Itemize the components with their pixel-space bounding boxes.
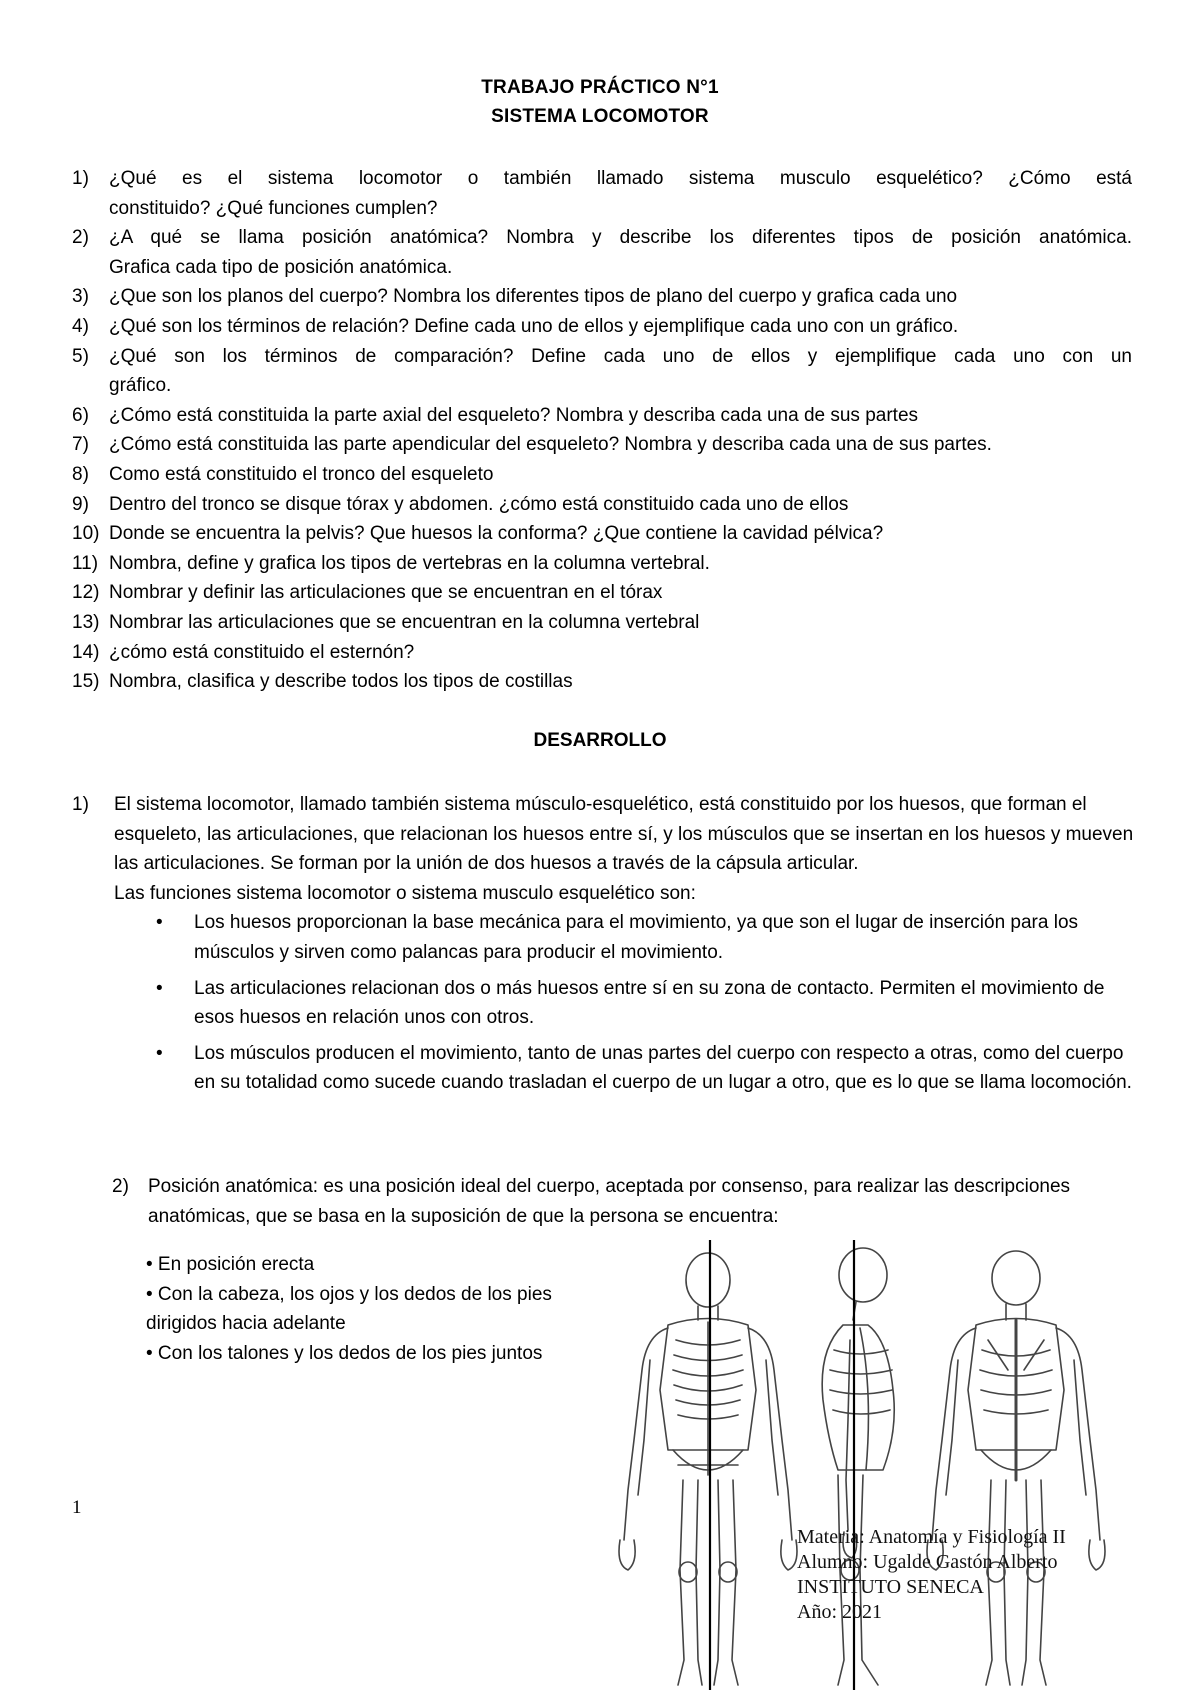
question-text: ¿cómo está constituido el esternón?	[109, 641, 415, 663]
bullet-text: Los músculos producen el movimiento, tanto de unas partes del cuerpo con respecto a otras, como del cuerpo en su totalidad como sucede cuando trasladan el cuerpo de un lugar a otro, que es lo que se llama locomoción.	[194, 1042, 1132, 1094]
question-item	[72, 401, 1132, 431]
student-info-stamp	[797, 1525, 1157, 1625]
question-number: 14)	[72, 641, 100, 663]
skeleton-front-figure	[619, 1240, 797, 1690]
bullet-icon: •	[156, 912, 163, 934]
question-item	[72, 490, 1132, 520]
question-number: 15)	[72, 671, 100, 693]
question-number: 2)	[72, 227, 89, 249]
question-text: ¿Cómo está constituida la parte axial del esqueleto? Nombra y describa cada una de sus partes	[109, 404, 919, 426]
question-item	[72, 282, 1132, 312]
position-item: • Con la cabeza, los ojos y los dedos de los pies dirigidos hacia adelante	[146, 1283, 552, 1335]
answer-1	[72, 790, 1142, 1098]
bullet-item	[114, 908, 1142, 967]
question-text: ¿Qué son los términos de relación? Define cada uno de ellos y ejemplifique cada uno con un gráfico.	[109, 315, 959, 337]
question-text: Donde se encuentra la pelvis? Que huesos la conforma? ¿Que contiene la cavidad pélvica?	[109, 523, 884, 545]
bullet-icon: •	[156, 1042, 163, 1064]
question-text: Nombrar y definir las articulaciones que se encuentran en el tórax	[109, 582, 663, 604]
question-number: 5)	[72, 345, 89, 367]
question-text: ¿Qué son los términos de comparación? Define cada uno de ellos y ejemplifique cada uno con un	[109, 345, 1132, 367]
question-item	[72, 312, 1132, 342]
question-item	[72, 608, 1132, 638]
stamp-student: Alumno: Ugalde Gastón Alberto	[797, 1551, 1058, 1573]
anatomical-position-list	[146, 1250, 556, 1368]
bullet-item	[114, 974, 1142, 1033]
question-text: Nombra, clasifica y describe todos los tipos de costillas	[109, 671, 573, 693]
position-item: • Con los talones y los dedos de los pies juntos	[146, 1342, 543, 1364]
question-item	[72, 342, 1132, 401]
question-number: 12)	[72, 582, 100, 604]
question-number: 7)	[72, 434, 89, 456]
question-number: 1)	[72, 168, 89, 189]
question-text: ¿A qué se llama posición anatómica? Nombra y describe los diferentes tipos de posición anatómica.	[109, 227, 1132, 249]
question-item	[72, 667, 1132, 697]
question-text: ¿Cómo está constituida las parte apendicular del esqueleto? Nombra y describa cada una de sus partes.	[109, 434, 992, 456]
question-number: 8)	[72, 463, 89, 485]
bullet-text: Las articulaciones relacionan dos o más huesos entre sí en su zona de contacto. Permiten el movimiento de esos huesos en relación unos con otros.	[194, 977, 1105, 1029]
section-heading: DESARROLLO	[533, 730, 667, 751]
functions-bullet-list	[114, 908, 1142, 1098]
bullet-item	[114, 1039, 1142, 1098]
question-item	[72, 578, 1132, 608]
question-item	[72, 164, 1132, 223]
document-title: TRABAJO PRÁCTICO N°1	[481, 77, 719, 98]
answer-number: 1)	[72, 794, 89, 815]
answer-2	[112, 1172, 1142, 1231]
question-text: Nombrar las articulaciones que se encuentran en la columna vertebral	[109, 611, 700, 633]
question-item	[72, 430, 1132, 460]
question-number: 13)	[72, 611, 100, 633]
question-text-continued: Grafica cada tipo de posición anatómica.	[109, 256, 453, 278]
question-item	[72, 460, 1132, 490]
answer-paragraph: El sistema locomotor, llamado también sistema músculo-esquelético, está constituido por los huesos, que forman el esqueleto, las articulaciones, que relacionan los huesos entre sí, y los músculos que se insertan en los huesos y mueven las articulaciones. Se forman por la unión de dos huesos a través de la cápsula articular.	[114, 794, 1134, 875]
answer-intro: Las funciones sistema locomotor o sistema musculo esquelético son:	[114, 882, 696, 904]
question-item	[72, 223, 1132, 282]
page-number: 1	[72, 1497, 82, 1518]
question-text-continued: gráfico.	[109, 375, 172, 397]
question-text: Dentro del tronco se disque tórax y abdomen. ¿cómo está constituido cada uno de ellos	[109, 493, 849, 515]
stamp-subject: Materia: Anatomía y Fisiología II	[797, 1526, 1066, 1548]
question-text-continued: constituido? ¿Qué funciones cumplen?	[109, 197, 438, 219]
answer-number: 2)	[112, 1176, 129, 1197]
question-number: 6)	[72, 404, 89, 426]
question-number: 10)	[72, 523, 100, 545]
question-text: Nombra, define y grafica los tipos de vertebras en la columna vertebral.	[109, 552, 710, 574]
question-number: 4)	[72, 315, 89, 337]
document-subtitle: SISTEMA LOCOMOTOR	[491, 106, 709, 127]
question-text: ¿Que son los planos del cuerpo? Nombra los diferentes tipos de plano del cuerpo y grafica cada uno	[109, 286, 958, 308]
bullet-text: Los huesos proporcionan la base mecánica para el movimiento, ya que son el lugar de inserción para los músculos y sirven como palancas para producir el movimiento.	[194, 912, 1079, 963]
question-number: 11)	[72, 552, 99, 574]
question-item	[72, 549, 1132, 579]
question-item	[72, 638, 1132, 668]
question-text: Como está constituido el tronco del esqueleto	[109, 463, 494, 485]
question-text: ¿Qué es el sistema locomotor o también llamado sistema musculo esquelético? ¿Cómo está	[109, 168, 1132, 189]
answer-paragraph: Posición anatómica: es una posición ideal del cuerpo, aceptada por consenso, para realizar las descripciones anatómicas, que se basa en la suposición de que la persona se encuentra:	[148, 1176, 1071, 1227]
bullet-icon: •	[156, 977, 163, 999]
position-item: • En posición erecta	[146, 1254, 315, 1275]
question-number: 9)	[72, 493, 89, 515]
stamp-year: Año: 2021	[797, 1601, 882, 1623]
question-number: 3)	[72, 286, 89, 308]
questions-list	[72, 164, 1132, 697]
stamp-institute: INSTITUTO SENECA	[797, 1576, 984, 1598]
question-item	[72, 519, 1132, 549]
